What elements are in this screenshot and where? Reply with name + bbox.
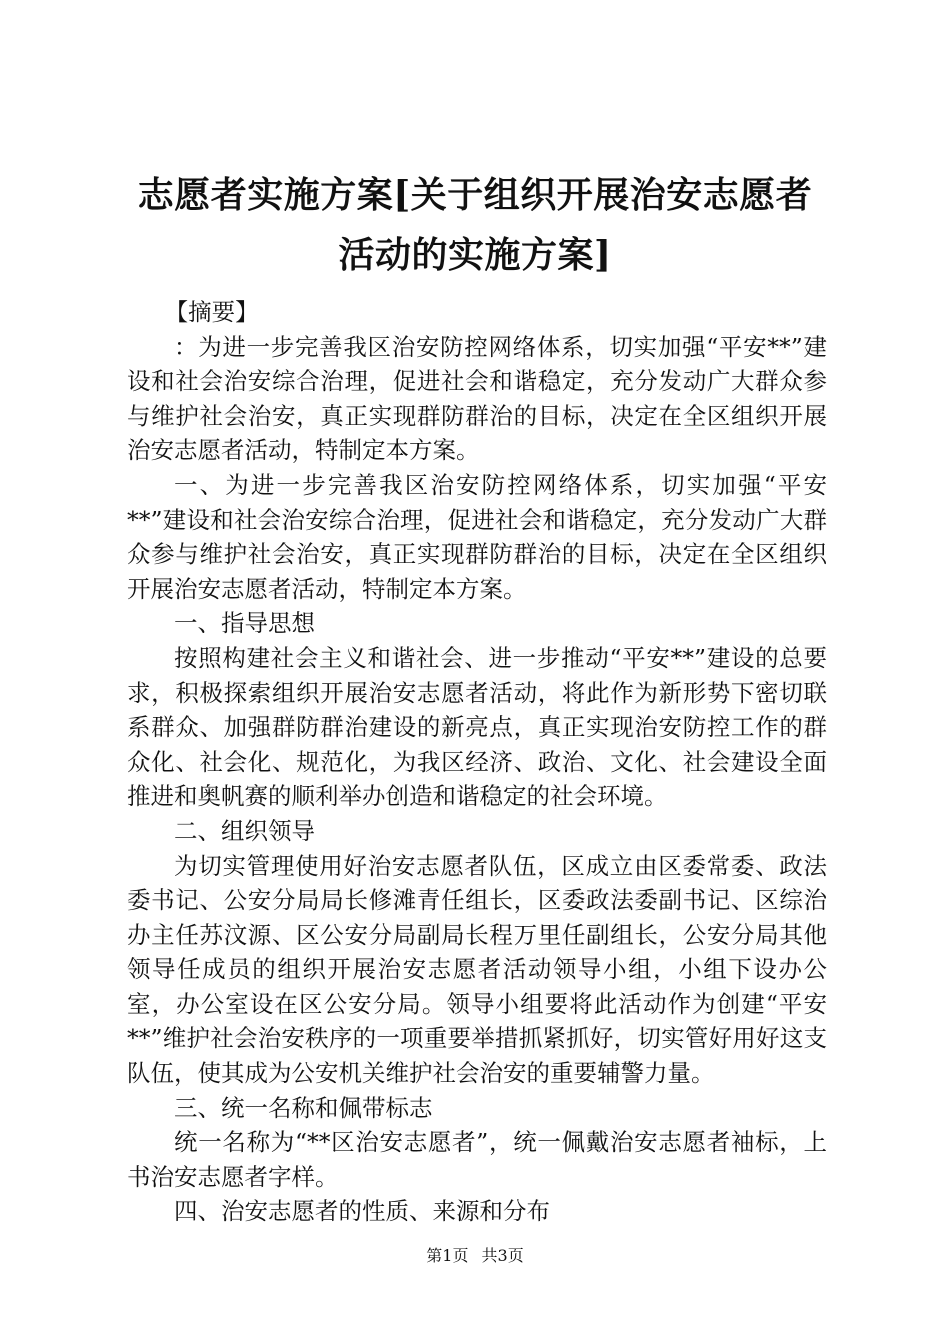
body-paragraph: 按照构建社会主义和谐社会、进一步推动“平安**”建设的总要求，积极探索组织开展治安志愿者活动，将此作为新形势下密切联系群众、加强群防群治建设的新亮点，真正实现治安防控工作的群众化、社会化、规范化，为我区经济、政治、文化、社会建设全面推进和奥帆赛的顺利举办创造和谐稳定的社会环境。	[127, 643, 827, 811]
page-total: 共3页	[481, 1246, 524, 1265]
document-body	[127, 295, 827, 1229]
page-footer	[0, 1243, 950, 1266]
section-heading-guiding-thought: 一、指导思想	[174, 609, 315, 638]
section-heading-nature-source: 四、治安志愿者的性质、来源和分布	[174, 1197, 550, 1226]
abstract-paragraph: ：为进一步完善我区治安防控网络体系，切实加强“平安**”建设和社会治安综合治理，促进社会和谐稳定，充分发动广大群众参与维护社会治安，真正实现群防群治的目标，决定在全区组织开展治安志愿者活动，特制定本方案。	[127, 332, 827, 465]
section-heading-leadership: 二、组织领导	[174, 816, 315, 845]
page-number: 第1页	[426, 1246, 469, 1265]
section-heading-name-and-badge: 三、统一名称和佩带标志	[174, 1093, 433, 1122]
abstract-label: 【摘要】	[164, 298, 259, 326]
body-paragraph: 为切实管理使用好治安志愿者队伍，区成立由区委常委、政法委书记、公安分局局长修滩青任组长，区委政法委副书记、区综治办主任苏汶源、区公安分局副局长程万里任副组长，公安分局其他领导任成员的组织开展治安志愿者活动领导小组，小组下设办公室，办公室设在区公安分局。领导小组要将此活动作为创建“平安**”维护社会治安秩序的一项重要举措抓紧抓好，切实管好用好这支队伍，使其成为公安机关维护社会治安的重要辅警力量。	[127, 851, 827, 1088]
body-paragraph: 一、为进一步完善我区治安防控网络体系，切实加强“平安**”建设和社会治安综合治理，促进社会和谐稳定，充分发动广大群众参与维护社会治安，真正实现群防群治的目标，决定在全区组织开展治安志愿者活动，特制定本方案。	[127, 470, 827, 603]
body-paragraph: 统一名称为“**区治安志愿者”，统一佩戴治安志愿者袖标，上书治安志愿者字样。	[127, 1128, 827, 1191]
document-title: 志愿者实施方案[关于组织开展治安志愿者活动的实施方案]	[137, 174, 813, 276]
